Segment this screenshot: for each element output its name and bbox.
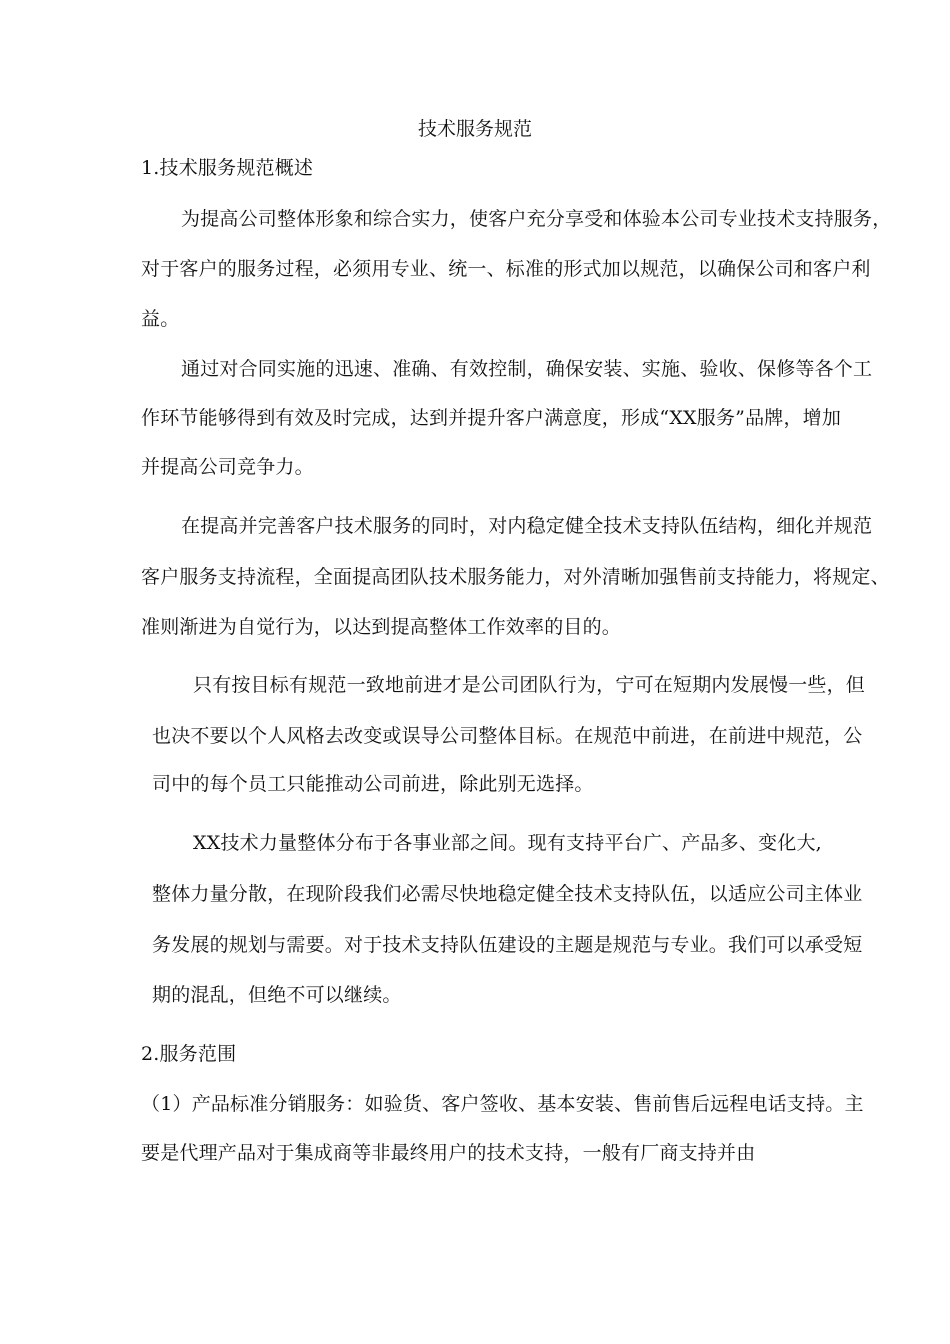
paragraph-line: 也决不要以个人风格去改变或误导公司整体目标。在规范中前进，在前进中规范，公 bbox=[152, 725, 863, 747]
paragraph-line: 为提高公司整体形象和综合实力，使客户充分享受和体验本公司专业技术支持服务， bbox=[181, 208, 892, 230]
paragraph-line: 通过对合同实施的迅速、准确、有效控制，确保安装、实施、验收、保修等各个工 bbox=[181, 358, 873, 380]
paragraph-line: XX技术力量整体分布于各事业部之间。现有支持平台广、产品多、变化大, bbox=[193, 832, 822, 854]
paragraph-line: 客户服务支持流程，全面提高团队技术服务能力，对外清晰加强售前支持能力，将规定、 bbox=[141, 566, 890, 588]
paragraph-line: 并提高公司竞争力。 bbox=[141, 456, 314, 478]
paragraph-line: 务发展的规划与需要。对于技术支持队伍建设的主题是规范与专业。我们可以承受短 bbox=[152, 934, 863, 956]
paragraph-line: 作环节能够得到有效及时完成，达到并提升客户满意度，形成“XX服务”品牌，增加 bbox=[141, 407, 842, 429]
paragraph-line: 只有按目标有规范一致地前进才是公司团队行为，宁可在短期内发展慢一些，但 bbox=[193, 674, 866, 696]
paragraph-line: 在提高并完善客户技术服务的同时，对内稳定健全技术支持队伍结构，细化并规范 bbox=[181, 515, 873, 537]
document-title: 技术服务规范 bbox=[417, 118, 532, 140]
paragraph-line: 整体力量分散，在现阶段我们必需尽快地稳定健全技术支持队伍，以适应公司主体业 bbox=[152, 883, 863, 905]
paragraph-line: 司中的每个员工只能推动公司前进，除此别无选择。 bbox=[152, 773, 594, 795]
paragraph-line: 对于客户的服务过程，必须用专业、统一、标准的形式加以规范，以确保公司和客户利 bbox=[141, 258, 871, 280]
paragraph-line: 要是代理产品对于集成商等非最终用户的技术支持，一般有厂商支持并由 bbox=[141, 1142, 756, 1164]
paragraph-line: 期的混乱，但绝不可以继续。 bbox=[152, 984, 402, 1006]
paragraph-line: （1）产品标准分销服务：如验货、客户签收、基本安装、售前售后远程电话支持。主 bbox=[141, 1093, 864, 1115]
paragraph-line: 益。 bbox=[141, 308, 180, 330]
paragraph-line: 准则渐进为自觉行为，以达到提高整体工作效率的目的。 bbox=[141, 616, 622, 638]
section-heading-scope: 2.服务范围 bbox=[141, 1043, 237, 1065]
section-heading-overview: 1.技术服务规范概述 bbox=[141, 157, 314, 179]
